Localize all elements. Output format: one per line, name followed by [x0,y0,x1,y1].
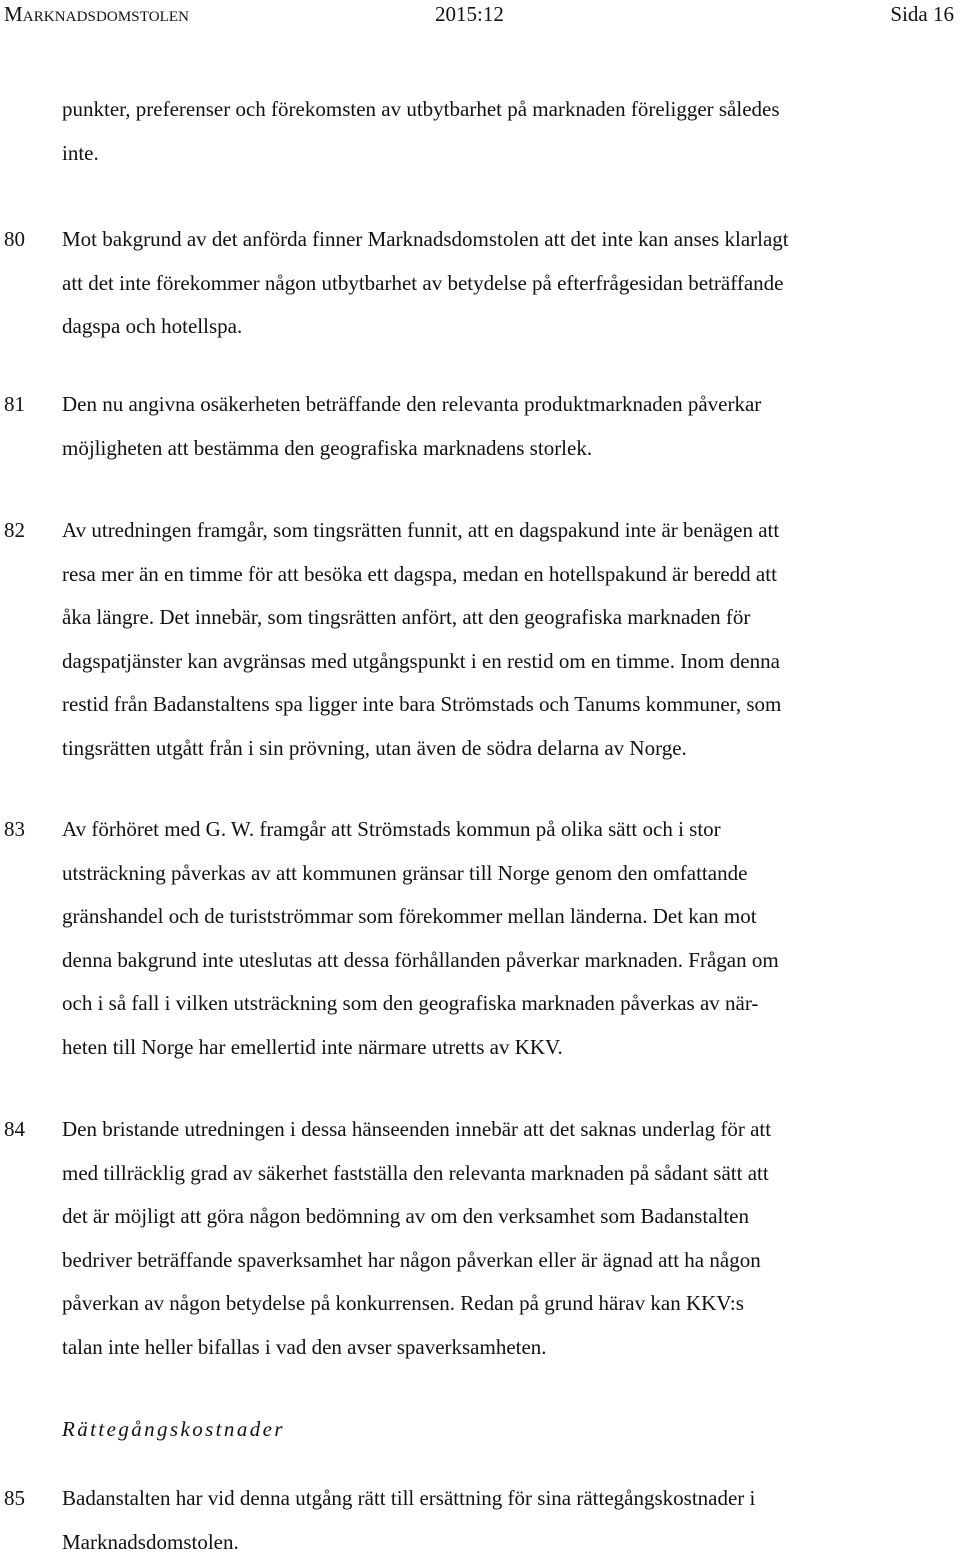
paragraph-line: det är möjligt att göra någon bedömning av om den verksamhet som Badanstalten [62,1195,946,1239]
paragraph-line: dagspatjänster kan avgränsas med utgångspunkt i en restid om en timme. Inom denna [62,640,946,684]
paragraph-number-83: 83 [4,808,54,852]
paragraph-line: utsträckning påverkas av att kommunen gränsar till Norge genom den omfattande [62,852,946,896]
paragraph-83 [62,808,946,1069]
paragraph-line: Mot bakgrund av det anförda finner Marknadsdomstolen att det inte kan anses klarlagt [62,218,946,262]
paragraph-line: gränshandel och de turistströmmar som förekommer mellan länderna. Det kan mot [62,895,946,939]
paragraph-line: heten till Norge har emellertid inte närmare utretts av KKV. [62,1026,946,1070]
page-header [0,0,960,28]
paragraph-number-82: 82 [4,509,54,553]
paragraph-82 [62,509,946,770]
section-heading: Rättegångskostnader [62,1408,285,1452]
paragraph-line: punkter, preferenser och förekomsten av utbytbarhet på marknaden föreligger således [62,88,946,132]
paragraph-line: att det inte förekommer någon utbytbarhet av betydelse på efterfrågesidan beträffande [62,262,946,306]
paragraph-number-85: 85 [4,1477,54,1521]
paragraph-line: påverkan av någon betydelse på konkurrensen. Redan på grund härav kan KKV:s [62,1282,946,1326]
paragraph-line: talan inte heller bifallas i vad den avser spaverksamheten. [62,1326,946,1370]
paragraph-81 [62,383,946,470]
paragraph-line: och i så fall i vilken utsträckning som den geografiska marknaden påverkas av när- [62,982,946,1026]
paragraph-line: möjligheten att bestämma den geografiska marknadens storlek. [62,427,946,471]
paragraph-line: Av utredningen framgår, som tingsrätten funnit, att en dagspakund inte är benägen att [62,509,946,553]
intro-paragraph [62,88,946,175]
paragraph-number-81: 81 [4,383,54,427]
case-number: 2015:12 [435,0,504,28]
paragraph-line: Den bristande utredningen i dessa hänseenden innebär att det saknas underlag för att [62,1108,946,1152]
paragraph-line: dagspa och hotellspa. [62,305,946,349]
paragraph-80 [62,218,946,349]
paragraph-number-84: 84 [4,1108,54,1152]
court-name: Marknadsdomstolen [4,0,189,28]
paragraph-line: åka längre. Det innebär, som tingsrätten anfört, att den geografiska marknaden för [62,596,946,640]
paragraph-line: Badanstalten har vid denna utgång rätt till ersättning för sina rättegångskostnader i [62,1477,946,1521]
paragraph-line: Av förhöret med G. W. framgår att Strömstads kommun på olika sätt och i stor [62,808,946,852]
paragraph-line: resa mer än en timme för att besöka ett dagspa, medan en hotellspakund är beredd att [62,553,946,597]
paragraph-84 [62,1108,946,1369]
paragraph-line: inte. [62,132,946,176]
paragraph-line: Den nu angivna osäkerheten beträffande den relevanta produktmarknaden påverkar [62,383,946,427]
paragraph-line: restid från Badanstaltens spa ligger inte bara Strömstads och Tanums kommuner, som [62,683,946,727]
paragraph-line: tingsrätten utgått från i sin prövning, utan även de södra delarna av Norge. [62,727,946,771]
paragraph-line: Marknadsdomstolen. [62,1521,946,1564]
paragraph-line: denna bakgrund inte uteslutas att dessa förhållanden påverkar marknaden. Frågan om [62,939,946,983]
paragraph-line: med tillräcklig grad av säkerhet fastställa den relevanta marknaden på sådant sätt att [62,1152,946,1196]
paragraph-line: bedriver beträffande spaverksamhet har någon påverkan eller är ägnad att ha någon [62,1239,946,1283]
paragraph-number-80: 80 [4,218,54,262]
page-number: Sida 16 [890,0,954,28]
